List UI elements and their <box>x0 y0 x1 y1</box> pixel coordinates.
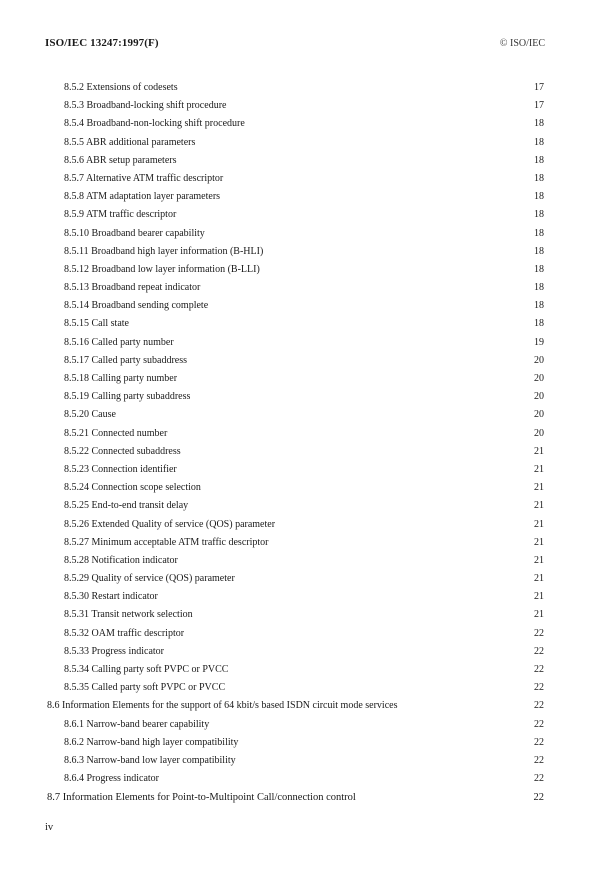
toc-entry-row <box>0 206 603 224</box>
toc-entry-page: 21 <box>534 500 544 512</box>
toc-entry-title: 8.5.27 Minimum acceptable ATM traffic descriptor <box>64 536 269 548</box>
toc-entry-page: 22 <box>534 718 544 730</box>
toc-entry-row <box>0 79 603 97</box>
toc-entry-row <box>0 243 603 261</box>
toc-entry-title: 8.5.23 Connection identifier <box>64 463 177 475</box>
page-number-footer: iv <box>45 822 54 833</box>
toc-entry-page: 22 <box>534 664 544 675</box>
toc-entry-row <box>0 261 603 279</box>
toc-entry-page: 19 <box>534 336 544 348</box>
toc-entry-page: 22 <box>534 682 544 694</box>
toc-entry-title: 8.5.11 Broadband high layer information (B-HLI) <box>64 245 264 257</box>
toc-entry-title: 8.5.33 Progress indicator <box>64 645 164 657</box>
toc-entry-title: 8.6.4 Progress indicator <box>64 773 159 785</box>
toc-entry-title: 8.5.13 Broadband repeat indicator <box>64 282 201 294</box>
table-of-contents <box>0 79 603 807</box>
toc-entry-row <box>0 479 603 497</box>
toc-entry-page: 20 <box>534 354 544 366</box>
toc-entry-row <box>0 770 603 788</box>
toc-entry-title: 8.5.34 Calling party soft PVPC or PVCC <box>64 664 229 675</box>
toc-entry-page: 21 <box>534 463 544 475</box>
toc-entry-title: 8.6 Information Elements for the support of 64 kbit/s based ISDN circuit mode services <box>47 700 398 712</box>
toc-entry-page: 18 <box>534 209 544 221</box>
toc-entry-row <box>0 588 603 606</box>
toc-entry-title: 8.5.8 ATM adaptation layer parameters <box>64 191 221 203</box>
toc-entry-page: 20 <box>534 409 544 421</box>
toc-entry-title: 8.5.14 Broadband sending complete <box>64 300 209 312</box>
toc-entry-page: 18 <box>534 318 544 330</box>
toc-entry-title: 8.5.5 ABR additional parameters <box>64 136 196 148</box>
toc-entry-page: 20 <box>534 391 544 403</box>
toc-entry-row <box>0 497 603 515</box>
toc-entry-title: 8.5.22 Connected subaddress <box>64 445 181 457</box>
toc-entry-row <box>0 279 603 297</box>
toc-entry-title: 8.5.3 Broadband-locking shift procedure <box>64 100 227 112</box>
toc-entry-page: 17 <box>534 100 544 112</box>
toc-entry-page: 21 <box>534 573 544 585</box>
toc-entry-title: 8.5.18 Calling party number <box>64 373 178 384</box>
toc-entry-title: 8.5.25 End-to-end transit delay <box>64 500 189 512</box>
toc-entry-page: 18 <box>534 300 544 312</box>
toc-entry-row <box>0 352 603 370</box>
toc-entry-title: 8.5.17 Called party subaddress <box>64 354 188 366</box>
toc-entry-row <box>0 97 603 115</box>
toc-entry-title: 8.5.19 Calling party subaddress <box>64 391 191 403</box>
toc-entry-page: 18 <box>534 227 544 239</box>
toc-entry-title: 8.5.20 Cause <box>64 409 116 421</box>
toc-entry-title: 8.5.15 Call state <box>64 318 129 330</box>
toc-entry-page: 22 <box>534 754 544 766</box>
toc-entry-row <box>0 625 603 643</box>
toc-entry-row <box>0 606 603 624</box>
toc-entry-page: 22 <box>534 627 544 639</box>
toc-entry-page: 22 <box>533 792 544 804</box>
toc-entry-page: 18 <box>534 118 544 130</box>
toc-entry-page: 21 <box>534 482 544 494</box>
toc-entry-title: 8.5.28 Notification indicator <box>64 554 178 566</box>
toc-entry-title: 8.6.1 Narrow-band bearer capability <box>64 718 210 730</box>
toc-entry-title: 8.5.31 Transit network selection <box>64 609 193 621</box>
document-id-header: ISO/IEC 13247:1997(F) <box>45 37 159 49</box>
toc-entry-page: 18 <box>534 282 544 294</box>
toc-entry-page: 18 <box>534 245 544 257</box>
toc-entry-row <box>0 752 603 770</box>
toc-entry-page: 17 <box>534 82 544 93</box>
toc-entry-row <box>0 115 603 133</box>
toc-entry-title: 8.5.7 Alternative ATM traffic descriptor <box>64 172 224 184</box>
toc-entry-page: 22 <box>534 700 544 712</box>
toc-entry-title: 8.5.29 Quality of service (QOS) parameter <box>64 573 235 585</box>
toc-entry-title: 8.6.3 Narrow-band low layer compatibility <box>64 754 236 766</box>
toc-entry-row <box>0 534 603 552</box>
toc-entry-row <box>0 170 603 188</box>
toc-entry-title: 8.5.9 ATM traffic descriptor <box>64 209 177 221</box>
toc-entry-title: 8.5.35 Called party soft PVPC or PVCC <box>64 682 226 694</box>
toc-entry-page: 22 <box>534 736 544 748</box>
toc-entry-row <box>0 443 603 461</box>
toc-entry-row <box>0 461 603 479</box>
toc-entry-row <box>0 297 603 315</box>
toc-entry-row <box>0 152 603 170</box>
toc-entry-row <box>0 388 603 406</box>
toc-entry-row <box>0 425 603 443</box>
toc-entry-row <box>0 134 603 152</box>
toc-entry-row <box>0 679 603 697</box>
toc-entry-page: 20 <box>534 373 544 384</box>
toc-entry-row <box>0 643 603 661</box>
toc-entry-row <box>0 370 603 388</box>
toc-entry-row <box>0 734 603 752</box>
toc-entry-title: 8.5.16 Called party number <box>64 336 174 348</box>
toc-entry-title: 8.5.10 Broadband bearer capability <box>64 227 205 239</box>
toc-entry-title: 8.6.2 Narrow-band high layer compatibility <box>64 736 239 748</box>
toc-entry-page: 18 <box>534 263 544 275</box>
toc-entry-row <box>0 570 603 588</box>
toc-entry-row <box>0 661 603 679</box>
toc-section-row <box>0 788 603 807</box>
toc-entry-title: 8.5.4 Broadband-non-locking shift procedure <box>64 118 245 130</box>
toc-entry-title: 8.5.12 Broadband low layer information (B-LLI) <box>64 263 260 275</box>
toc-entry-title: 8.5.30 Restart indicator <box>64 591 158 603</box>
toc-entry-row <box>0 188 603 206</box>
toc-entry-page: 22 <box>534 773 544 785</box>
toc-entry-row <box>0 225 603 243</box>
toc-entry-title: 8.5.24 Connection scope selection <box>64 482 201 494</box>
toc-entry-title: 8.5.2 Extensions of codesets <box>64 82 178 93</box>
toc-entry-title: 8.5.6 ABR setup parameters <box>64 154 177 166</box>
toc-entry-page: 21 <box>534 591 544 603</box>
toc-entry-row <box>0 315 603 333</box>
toc-entry-title: 8.5.26 Extended Quality of service (QOS) parameter <box>64 518 276 530</box>
toc-entry-row <box>0 334 603 352</box>
toc-entry-row <box>0 552 603 570</box>
toc-entry-page: 18 <box>534 172 544 184</box>
toc-entry-title: 8.5.21 Connected number <box>64 427 168 439</box>
toc-entry-page: 21 <box>534 554 544 566</box>
copyright-header: © ISO/IEC <box>499 38 545 49</box>
toc-entry-title: 8.7 Information Elements for Point-to-Multipoint Call/connection control <box>47 792 356 804</box>
toc-entry-page: 21 <box>534 445 544 457</box>
toc-entry-row <box>0 516 603 534</box>
toc-entry-row <box>0 406 603 424</box>
toc-entry-page: 21 <box>534 518 544 530</box>
toc-entry-title: 8.5.32 OAM traffic descriptor <box>64 627 185 639</box>
toc-entry-page: 18 <box>534 136 544 148</box>
toc-entry-page: 21 <box>534 536 544 548</box>
toc-entry-page: 20 <box>534 427 544 439</box>
toc-entry-page: 18 <box>534 154 544 166</box>
toc-entry-row <box>0 716 603 734</box>
toc-section-row <box>0 697 603 715</box>
toc-entry-page: 21 <box>534 609 544 621</box>
toc-entry-page: 22 <box>534 645 544 657</box>
toc-entry-page: 18 <box>534 191 544 203</box>
